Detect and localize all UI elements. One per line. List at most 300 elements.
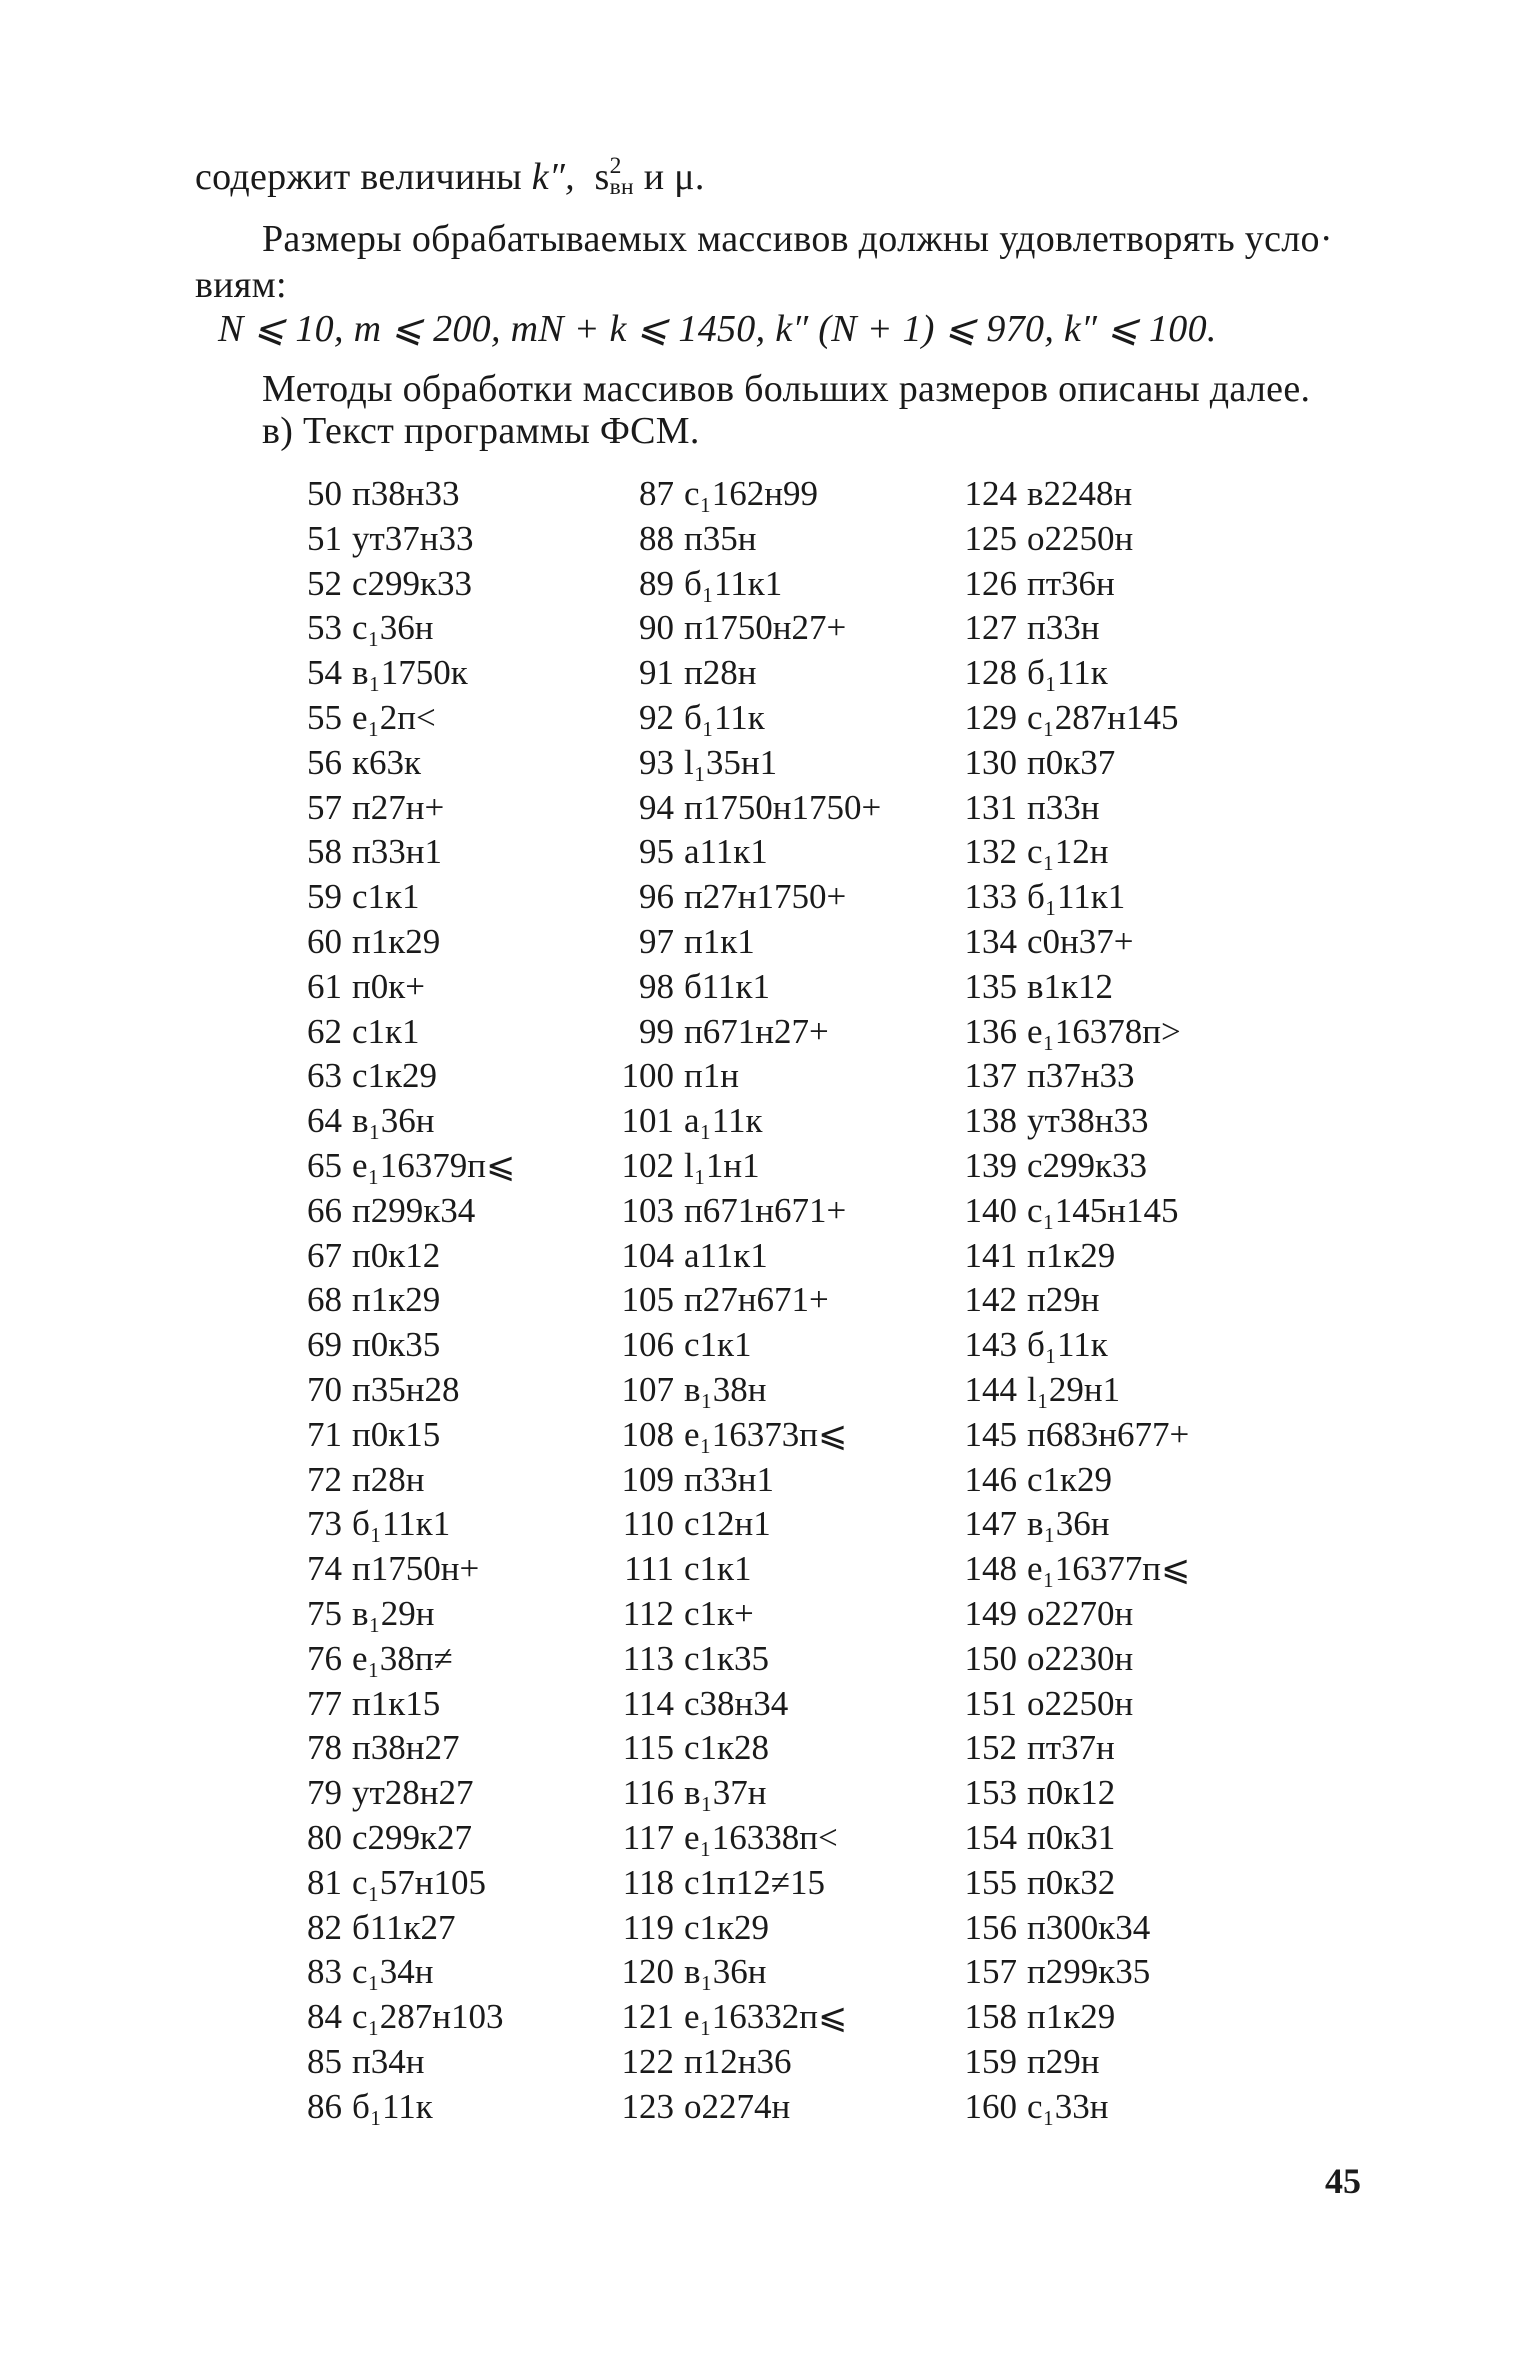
line-number: 138 <box>964 1101 1017 1141</box>
line-number: 69 <box>307 1325 342 1365</box>
program-line <box>612 741 881 786</box>
line-number: 143 <box>964 1325 1017 1365</box>
instruction: б₁11к <box>352 2086 433 2126</box>
line-number: 156 <box>964 1907 1017 1947</box>
program-line <box>280 1547 515 1592</box>
instruction: ут37н33 <box>352 518 474 558</box>
instruction: п0к37 <box>1027 742 1116 782</box>
program-line <box>280 1906 515 1951</box>
instruction: с12н1 <box>684 1504 771 1544</box>
intro-line-5: в) Текст программы ФСМ. <box>262 410 700 452</box>
line-number: 108 <box>621 1414 674 1454</box>
program-line <box>612 472 881 517</box>
program-line <box>280 606 515 651</box>
line-number: 76 <box>307 1638 342 1678</box>
instruction: п33н <box>1027 608 1100 648</box>
instruction: п671н27+ <box>684 1011 829 1051</box>
program-line <box>280 1144 515 1189</box>
instruction: п27н+ <box>352 787 445 827</box>
instruction: с1к1 <box>352 1011 420 1051</box>
instruction: с₁145н145 <box>1027 1190 1179 1230</box>
line-number: 149 <box>964 1593 1017 1633</box>
program-line <box>955 1054 1190 1099</box>
program-line <box>280 786 515 831</box>
instruction: п0к35 <box>352 1325 441 1365</box>
line-number: 112 <box>622 1593 674 1633</box>
instruction: с1к28 <box>684 1728 770 1768</box>
instruction: в₁36н <box>684 1952 767 1992</box>
program-line <box>955 1502 1190 1547</box>
instruction: п33н <box>1027 787 1100 827</box>
program-line <box>280 875 515 920</box>
program-line <box>280 1771 515 1816</box>
instruction: п0к32 <box>1027 1862 1116 1902</box>
instruction: п34н <box>352 2041 425 2081</box>
instruction: с1к29 <box>684 1907 770 1947</box>
program-line <box>955 1906 1190 1951</box>
line-number: 153 <box>964 1773 1017 1813</box>
line-number: 121 <box>621 1997 674 2037</box>
instruction: е₁16378п> <box>1027 1011 1181 1051</box>
instruction: п299к34 <box>352 1190 476 1230</box>
program-line <box>955 741 1190 786</box>
instruction: о2230н <box>1027 1638 1134 1678</box>
program-line <box>955 2085 1190 2130</box>
line-number: 62 <box>307 1011 342 1051</box>
program-line <box>955 920 1190 965</box>
instruction: к63к <box>352 742 422 782</box>
program-line <box>955 1592 1190 1637</box>
line-number: 88 <box>639 518 674 558</box>
conditions-formula: N ⩽ 10, m ⩽ 200, mN + k ⩽ 1450, k″ (N + 1) ⩽ 970, k″ ⩽ 100. <box>218 308 1217 350</box>
line-number: 64 <box>307 1101 342 1141</box>
program-line <box>612 1010 881 1055</box>
program-line <box>280 1726 515 1771</box>
program-line <box>612 2085 881 2130</box>
program-line <box>612 1771 881 1816</box>
instruction: о2274н <box>684 2086 791 2126</box>
instruction: б₁11к1 <box>352 1504 451 1544</box>
instruction: с₁34н <box>352 1952 434 1992</box>
instruction: е₁16338п< <box>684 1817 838 1857</box>
program-line <box>612 1323 881 1368</box>
program-line <box>280 1368 515 1413</box>
program-line <box>612 1144 881 1189</box>
instruction: п0к12 <box>1027 1773 1116 1813</box>
line-number: 135 <box>964 966 1017 1006</box>
instruction: п38н27 <box>352 1728 460 1768</box>
program-line <box>612 830 881 875</box>
line-number: 66 <box>307 1190 342 1230</box>
line-number: 51 <box>307 518 342 558</box>
line-number: 101 <box>621 1101 674 1141</box>
program-line <box>612 517 881 562</box>
program-line <box>612 1099 881 1144</box>
line-number: 120 <box>621 1952 674 1992</box>
instruction: с38н34 <box>684 1683 789 1723</box>
instruction: п683н677+ <box>1027 1414 1190 1454</box>
line-number: 95 <box>639 832 674 872</box>
line-number: 58 <box>307 832 342 872</box>
program-line <box>955 1637 1190 1682</box>
program-line <box>612 562 881 607</box>
line-number: 50 <box>307 474 342 513</box>
line-number: 68 <box>307 1280 342 1320</box>
instruction: l₁29н1 <box>1027 1369 1121 1409</box>
instruction: о2250н <box>1027 1683 1134 1723</box>
line-number: 116 <box>622 1773 674 1813</box>
instruction: п1к15 <box>352 1683 441 1723</box>
line-number: 137 <box>964 1056 1017 1096</box>
instruction: с299к27 <box>352 1817 473 1857</box>
instruction: с1к1 <box>352 877 420 917</box>
instruction: l₁35н1 <box>684 742 778 782</box>
instruction: с₁57н105 <box>352 1862 486 1902</box>
program-line <box>612 1234 881 1279</box>
program-line <box>280 1054 515 1099</box>
program-line <box>612 1189 881 1234</box>
line-number: 80 <box>307 1817 342 1857</box>
instruction: п37н33 <box>1027 1056 1135 1096</box>
program-line <box>955 1413 1190 1458</box>
line-number: 92 <box>639 697 674 737</box>
line-number: 84 <box>307 1997 342 2037</box>
program-line <box>955 965 1190 1010</box>
line-number: 54 <box>307 653 342 693</box>
instruction: е₁16379п⩽ <box>352 1145 516 1185</box>
instruction: в₁37н <box>684 1773 767 1813</box>
program-line <box>955 1861 1190 1906</box>
line-number: 114 <box>622 1683 674 1723</box>
program-line <box>955 1099 1190 1144</box>
line-number: 94 <box>639 787 674 827</box>
program-line <box>280 741 515 786</box>
program-line <box>955 1726 1190 1771</box>
program-line <box>955 1234 1190 1279</box>
instruction: б₁11к <box>684 697 765 737</box>
line-number: 83 <box>307 1952 342 1992</box>
line-number: 118 <box>622 1862 674 1902</box>
program-line <box>955 2040 1190 2085</box>
program-line <box>280 1323 515 1368</box>
program-line <box>612 1413 881 1458</box>
intro-line-4: Методы обработки массивов больших размеров описаны далее. <box>262 368 1311 410</box>
instruction: п27н671+ <box>684 1280 829 1320</box>
line-number: 77 <box>307 1683 342 1723</box>
intro-line-1-text: содержит величины <box>195 156 522 198</box>
line-number: 59 <box>307 877 342 917</box>
line-number: 148 <box>964 1549 1017 1589</box>
instruction: п0к15 <box>352 1414 441 1454</box>
program-line <box>612 1906 881 1951</box>
line-number: 144 <box>964 1369 1017 1409</box>
line-number: 52 <box>307 563 342 603</box>
line-number: 129 <box>964 697 1017 737</box>
program-line <box>612 920 881 965</box>
line-number: 133 <box>964 877 1017 917</box>
program-line <box>612 606 881 651</box>
line-number: 109 <box>621 1459 674 1499</box>
instruction: п28н <box>684 653 757 693</box>
program-line <box>280 1861 515 1906</box>
instruction: п35н28 <box>352 1369 460 1409</box>
line-number: 160 <box>964 2086 1017 2126</box>
instruction: с₁162н99 <box>684 474 818 513</box>
line-number: 132 <box>964 832 1017 872</box>
program-line <box>955 696 1190 741</box>
page-number: 45 <box>1325 2161 1361 2201</box>
line-number: 131 <box>964 787 1017 827</box>
program-line <box>955 1771 1190 1816</box>
instruction: с₁33н <box>1027 2086 1109 2126</box>
line-number: 82 <box>307 1907 342 1947</box>
line-number: 146 <box>964 1459 1017 1499</box>
program-column-3 <box>955 472 1190 2129</box>
instruction: е₁16377п⩽ <box>1027 1549 1191 1589</box>
line-number: 97 <box>639 921 674 961</box>
instruction: п1к29 <box>352 1280 441 1320</box>
instruction: п1к29 <box>1027 1997 1116 2037</box>
instruction: а11к1 <box>684 1235 768 1275</box>
line-number: 61 <box>307 966 342 1006</box>
line-number: 91 <box>639 653 674 693</box>
instruction: п27н1750+ <box>684 877 847 917</box>
instruction: о2250н <box>1027 518 1134 558</box>
line-number: 107 <box>621 1369 674 1409</box>
program-line <box>612 1368 881 1413</box>
program-line <box>955 1278 1190 1323</box>
instruction: с299к33 <box>352 563 473 603</box>
instruction: п35н <box>684 518 757 558</box>
line-number: 126 <box>964 563 1017 603</box>
line-number: 87 <box>639 474 674 513</box>
instruction: в₁36н <box>352 1101 435 1141</box>
instruction: п1750н+ <box>352 1549 480 1589</box>
instruction: в₁29н <box>352 1593 435 1633</box>
line-number: 158 <box>964 1997 1017 2037</box>
intro-line-3: виям: <box>195 264 287 306</box>
program-line <box>955 1010 1190 1055</box>
program-line <box>280 517 515 562</box>
instruction: с₁12н <box>1027 832 1109 872</box>
instruction: l₁1н1 <box>684 1145 760 1185</box>
instruction: с₁287н103 <box>352 1997 504 2037</box>
program-line <box>280 696 515 741</box>
instruction: с₁36н <box>352 608 434 648</box>
program-line <box>955 1323 1190 1368</box>
program-line <box>280 651 515 696</box>
k-double-prime: k″, <box>531 156 575 198</box>
program-line <box>612 1502 881 1547</box>
line-number: 90 <box>639 608 674 648</box>
line-number: 104 <box>621 1235 674 1275</box>
program-line <box>280 920 515 965</box>
line-number: 70 <box>307 1369 342 1409</box>
program-line <box>955 562 1190 607</box>
program-line <box>280 1458 515 1503</box>
program-line <box>955 472 1190 517</box>
instruction: п0к+ <box>352 966 425 1006</box>
program-line <box>612 786 881 831</box>
instruction: б11к27 <box>352 1907 456 1947</box>
program-line <box>280 562 515 607</box>
line-number: 93 <box>639 742 674 782</box>
line-number: 106 <box>621 1325 674 1365</box>
instruction: а₁11к <box>684 1101 763 1141</box>
instruction: в₁38н <box>684 1369 767 1409</box>
instruction: ут28н27 <box>352 1773 474 1813</box>
line-number: 100 <box>621 1056 674 1096</box>
line-number: 117 <box>622 1817 674 1857</box>
instruction: п38н33 <box>352 474 460 513</box>
line-number: 159 <box>964 2041 1017 2081</box>
line-number: 136 <box>964 1011 1017 1051</box>
program-line <box>955 1547 1190 1592</box>
line-number: 119 <box>622 1907 674 1947</box>
program-line <box>955 1682 1190 1727</box>
program-line <box>280 830 515 875</box>
instruction: в₁36н <box>1027 1504 1110 1544</box>
instruction: с299к33 <box>1027 1145 1148 1185</box>
s-superscript: 2 <box>609 152 622 179</box>
line-number: 113 <box>622 1638 674 1678</box>
program-line <box>612 875 881 920</box>
instruction: с1к35 <box>684 1638 770 1678</box>
line-number: 157 <box>964 1952 1017 1992</box>
line-number: 125 <box>964 518 1017 558</box>
program-line <box>955 517 1190 562</box>
instruction: п33н1 <box>352 832 442 872</box>
program-line <box>280 1816 515 1861</box>
instruction: п28н <box>352 1459 425 1499</box>
program-line <box>612 1682 881 1727</box>
line-number: 96 <box>639 877 674 917</box>
program-line <box>280 1502 515 1547</box>
instruction: пт36н <box>1027 563 1115 603</box>
instruction: с0н37+ <box>1027 921 1134 961</box>
line-number: 73 <box>307 1504 342 1544</box>
line-number: 105 <box>621 1280 674 1320</box>
intro-line-1-rest: и μ. <box>643 156 705 198</box>
line-number: 53 <box>307 608 342 648</box>
program-line <box>955 606 1190 651</box>
line-number: 57 <box>307 787 342 827</box>
line-number: 63 <box>307 1056 342 1096</box>
line-number: 56 <box>307 742 342 782</box>
program-line <box>280 965 515 1010</box>
line-number: 89 <box>639 563 674 603</box>
program-line <box>612 1547 881 1592</box>
program-line <box>280 1995 515 2040</box>
program-line <box>280 472 515 517</box>
line-number: 86 <box>307 2086 342 2126</box>
instruction: ут38н33 <box>1027 1101 1149 1141</box>
line-number: 155 <box>964 1862 1017 1902</box>
s-symbol: s <box>594 156 610 198</box>
line-number: 85 <box>307 2041 342 2081</box>
line-number: 75 <box>307 1593 342 1633</box>
program-line <box>955 1950 1190 1995</box>
instruction: пт37н <box>1027 1728 1115 1768</box>
line-number: 122 <box>621 2041 674 2081</box>
program-line <box>280 1413 515 1458</box>
program-line <box>955 1816 1190 1861</box>
instruction: п29н <box>1027 2041 1100 2081</box>
line-number: 78 <box>307 1728 342 1768</box>
program-line <box>280 2040 515 2085</box>
instruction: с1к29 <box>352 1056 438 1096</box>
program-line <box>612 1278 881 1323</box>
program-line <box>612 1637 881 1682</box>
instruction: п300к34 <box>1027 1907 1151 1947</box>
instruction: п1750н27+ <box>684 608 847 648</box>
program-line <box>612 1592 881 1637</box>
program-line <box>612 965 881 1010</box>
line-number: 79 <box>307 1773 342 1813</box>
instruction: б₁11к <box>1027 653 1108 693</box>
program-line <box>280 1682 515 1727</box>
instruction: с1к1 <box>684 1549 752 1589</box>
program-line <box>955 1368 1190 1413</box>
line-number: 98 <box>639 966 674 1006</box>
line-number: 127 <box>964 608 1017 648</box>
instruction: п1к29 <box>352 921 441 961</box>
program-line <box>612 1726 881 1771</box>
line-number: 60 <box>307 921 342 961</box>
line-number: 102 <box>621 1145 674 1185</box>
instruction: б₁11к1 <box>684 563 783 603</box>
instruction: п1н <box>684 1056 739 1096</box>
line-number: 99 <box>639 1011 674 1051</box>
instruction: п299к35 <box>1027 1952 1151 1992</box>
program-line <box>612 1816 881 1861</box>
program-line <box>280 1637 515 1682</box>
line-number: 74 <box>307 1549 342 1589</box>
program-line <box>955 1995 1190 2040</box>
line-number: 140 <box>964 1190 1017 1230</box>
program-line <box>612 1458 881 1503</box>
line-number: 134 <box>964 921 1017 961</box>
program-line <box>955 1458 1190 1503</box>
program-line <box>280 1099 515 1144</box>
line-number: 103 <box>621 1190 674 1230</box>
line-number: 124 <box>964 474 1017 513</box>
line-number: 128 <box>964 653 1017 693</box>
instruction: е₁16332п⩽ <box>684 1997 848 2037</box>
instruction: п1к29 <box>1027 1235 1116 1275</box>
line-number: 115 <box>622 1728 674 1768</box>
program-column-2 <box>612 472 881 2129</box>
program-line <box>955 830 1190 875</box>
instruction: п33н1 <box>684 1459 774 1499</box>
instruction: в2248н <box>1027 474 1133 513</box>
instruction: п12н36 <box>684 2041 792 2081</box>
program-line <box>280 2085 515 2130</box>
program-line <box>612 696 881 741</box>
instruction: с₁287н145 <box>1027 697 1179 737</box>
program-line <box>612 1054 881 1099</box>
program-line <box>612 1950 881 1995</box>
instruction: п1к1 <box>684 921 755 961</box>
instruction: е₁2п< <box>352 697 436 737</box>
instruction: п0к12 <box>352 1235 441 1275</box>
program-line <box>280 1234 515 1279</box>
line-number: 123 <box>621 2086 674 2126</box>
program-line <box>955 875 1190 920</box>
line-number: 110 <box>622 1504 674 1544</box>
program-column-1 <box>280 472 515 2129</box>
line-number: 130 <box>964 742 1017 782</box>
